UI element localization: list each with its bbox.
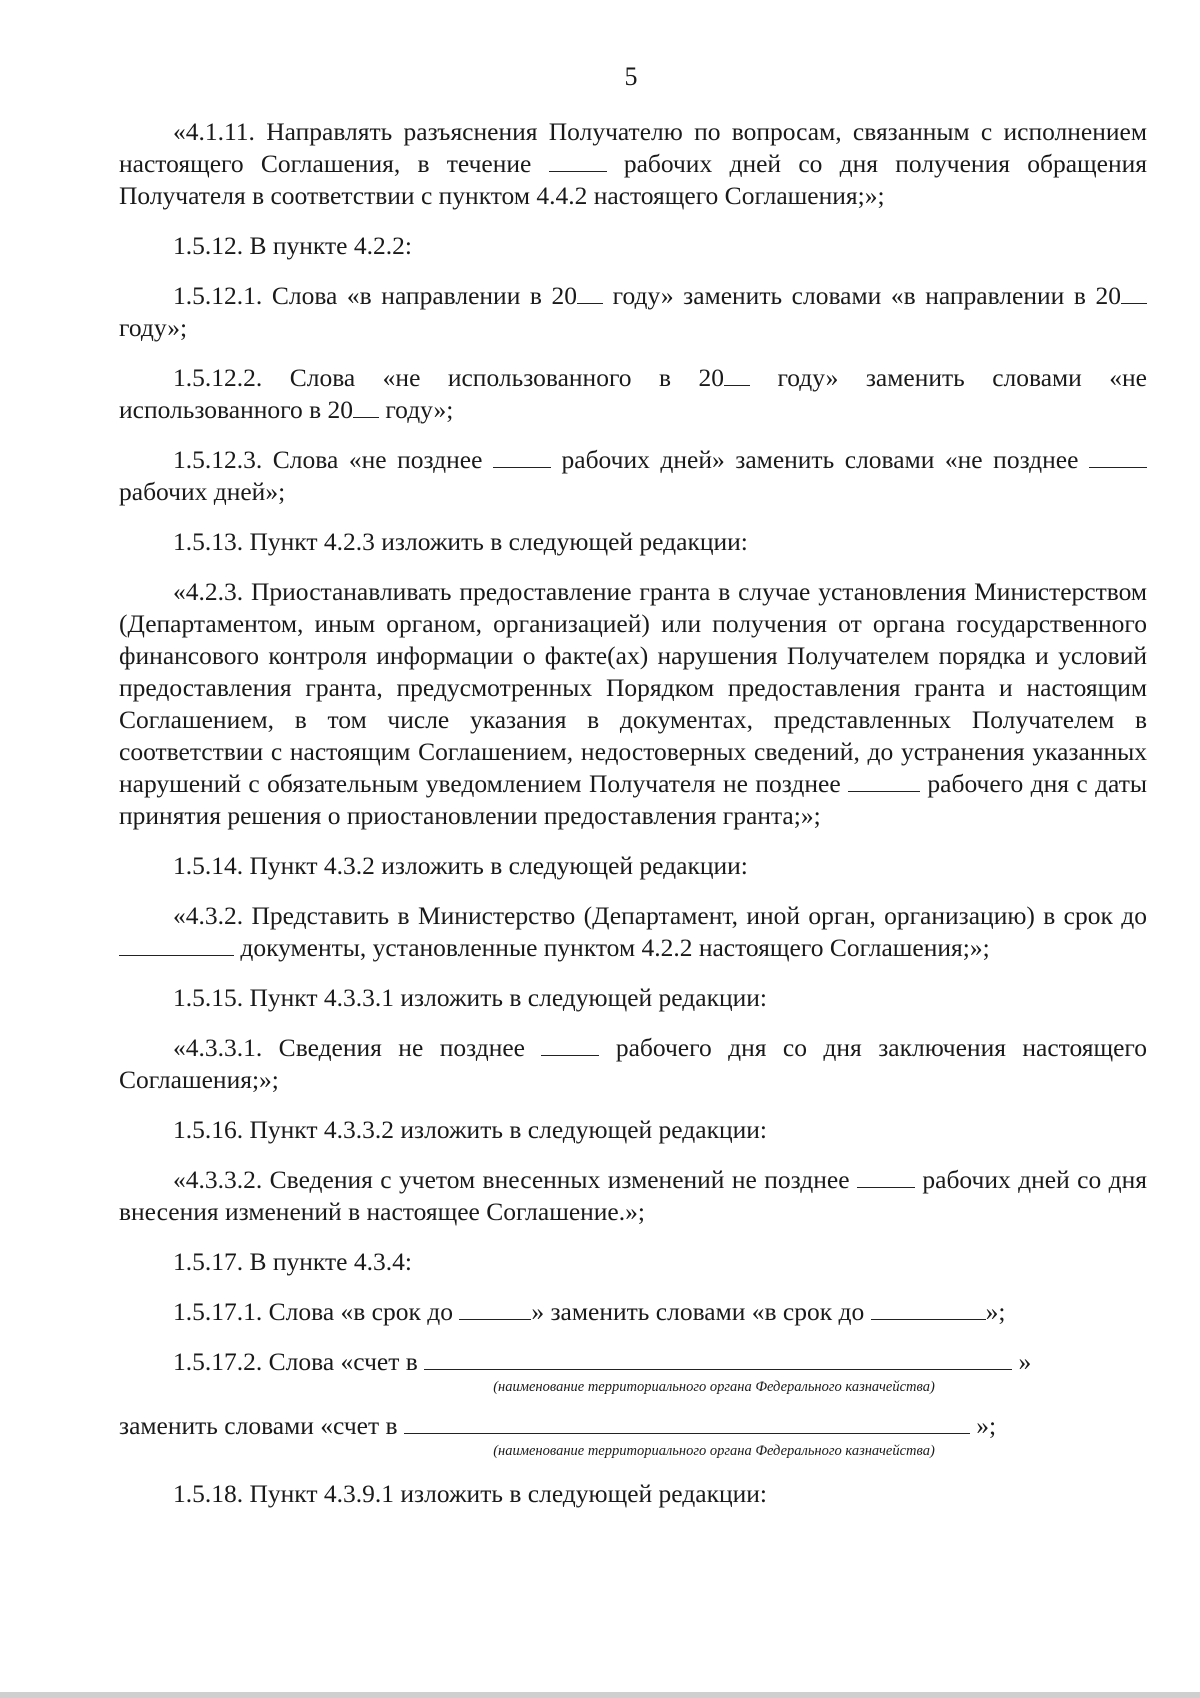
paragraph-4-1-11: «4.1.11. Направлять разъяснения Получателю по вопросам, связанным с исполнением настоящего Соглашения, в течение рабочих дней со дня получения обращения Получателя в соответствии с пунктом 4.4.2 настоящего Соглашения;»; <box>119 117 1147 210</box>
paragraph-replace-account: заменить словами «счет в »; (наименование территориального органа Федерального казначейства) <box>119 1410 1147 1460</box>
blank-field <box>549 149 607 172</box>
field-caption: (наименование территориального органа Федерального казначейства) <box>493 1379 935 1395</box>
paragraph-1-5-13: 1.5.13. Пункт 4.2.3 изложить в следующей редакции: <box>173 527 748 556</box>
page-number: 5 <box>624 62 638 91</box>
paragraph-1-5-17-2: 1.5.17.2. Слова «счет в » (наименование территориального органа Федерального казначейства) <box>173 1347 1032 1395</box>
paragraph-1-5-14: 1.5.14. Пункт 4.3.2 изложить в следующей редакции: <box>173 851 748 880</box>
blank-field <box>857 1165 915 1188</box>
paragraph-1-5-16: 1.5.16. Пункт 4.3.3.2 изложить в следующей редакции: <box>173 1115 767 1144</box>
paragraph-1-5-18: 1.5.18. Пункт 4.3.9.1 изложить в следующей редакции: <box>173 1479 767 1508</box>
blank-field <box>1089 445 1147 468</box>
blank-field <box>424 1347 1012 1370</box>
blank-field <box>459 1297 531 1320</box>
scan-edge <box>0 1692 1200 1698</box>
paragraph-1-5-12-1: 1.5.12.1. Слова «в направлении в 20 году» заменить словами «в направлении в 20 году»; <box>119 280 1147 344</box>
paragraph-4-3-2: «4.3.2. Представить в Министерство (Департамент, иной орган, организацию) в срок до документы, установленные пунктом 4.2.2 настоящего Соглашения;»; <box>119 900 1147 964</box>
blank-field <box>404 1411 970 1434</box>
field-caption: (наименование территориального органа Федерального казначейства) <box>493 1443 935 1459</box>
paragraph-1-5-12-2: 1.5.12.2. Слова «не использованного в 20 году» заменить словами «не использованного в 20 году»; <box>119 363 1148 424</box>
blank-field <box>493 445 551 468</box>
paragraph-1-5-12-3: 1.5.12.3. Слова «не позднее рабочих дней» заменить словами «не позднее рабочих дней»; <box>119 444 1147 508</box>
paragraph-1-5-15: 1.5.15. Пункт 4.3.3.1 изложить в следующей редакции: <box>173 983 767 1012</box>
paragraph-4-3-3-2: «4.3.3.2. Сведения с учетом внесенных изменений не позднее рабочих дней со дня внесения изменений в настоящее Соглашение.»; <box>119 1165 1147 1226</box>
paragraph-1-5-17: 1.5.17. В пункте 4.3.4: <box>173 1247 412 1276</box>
blank-field <box>353 395 379 418</box>
blank-field <box>724 363 750 386</box>
blank-field <box>541 1033 599 1056</box>
blank-field <box>577 281 603 304</box>
blank-field <box>1121 281 1147 304</box>
document-body <box>119 116 1147 1528</box>
blank-field <box>848 769 920 792</box>
blank-field <box>119 933 234 956</box>
paragraph-4-3-3-1: «4.3.3.1. Сведения не позднее рабочего дня со дня заключения настоящего Соглашения;»; <box>119 1033 1147 1094</box>
paragraph-1-5-17-1: 1.5.17.1. Слова «в срок до » заменить словами «в срок до »; <box>173 1297 1006 1326</box>
blank-field <box>871 1297 986 1320</box>
paragraph-1-5-12: 1.5.12. В пункте 4.2.2: <box>173 231 412 260</box>
paragraph-4-2-3: «4.2.3. Приостанавливать предоставление гранта в случае установления Министерством (Департаментом, иным органом, организацией) или получения от органа государственного финансового контроля информации о факте(ах) нарушения Получателем порядка и условий предоставления гранта, предусмотренных Порядком предоставления гранта и настоящим Соглашением, в том числе указания в документах, представленных Получателем в соответствии с настоящим Соглашением, недостоверных сведений, до устранения указанных нарушений с обязательным уведомлением Получателя не позднее рабочего дня с даты принятия решения о приостановлении предоставления гранта;»; <box>119 577 1147 830</box>
